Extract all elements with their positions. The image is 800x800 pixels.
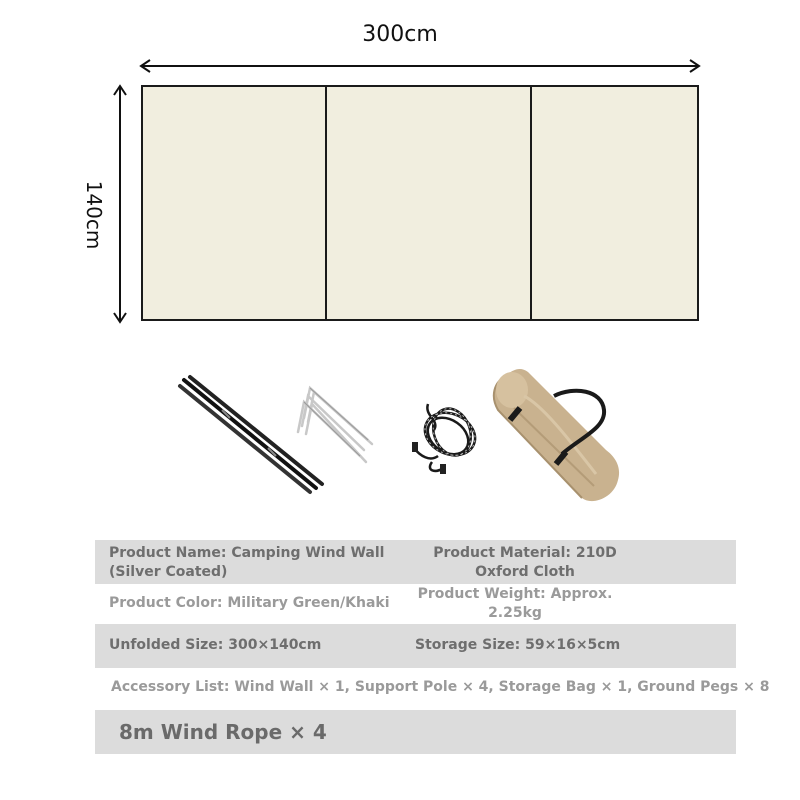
- product-weight: Product Weight: Approx. 2.25kg: [417, 586, 613, 621]
- spec-row-wind-rope: [95, 710, 736, 754]
- product-material: Product Material: 210D Oxford Cloth: [433, 545, 617, 580]
- spec-row-color-weight: [95, 584, 736, 624]
- spec-row-name-material: [95, 540, 736, 584]
- ground-pegs-icon: [294, 380, 378, 470]
- unfolded-size: Unfolded Size: 300×140cm: [109, 637, 322, 653]
- wind-rope-spec: 8m Wind Rope × 4: [119, 720, 327, 744]
- wind-rope-icon: [404, 396, 486, 478]
- product-name: Product Name: Camping Wind Wall (Silver Coated): [109, 545, 385, 580]
- wind-wall-diagram: [141, 85, 699, 321]
- spec-row-accessories: [95, 668, 795, 708]
- width-dimension-label: 300cm: [362, 22, 438, 47]
- product-color: Product Color: Military Green/Khaki: [109, 595, 390, 611]
- storage-bag-icon: [484, 366, 624, 506]
- storage-size: Storage Size: 59×16×5cm: [415, 637, 621, 653]
- height-dimension-label: 140cm: [82, 180, 106, 250]
- accessory-list: Accessory List: Wind Wall × 1, Support Pole × 4, Storage Bag × 1, Ground Pegs × 8: [111, 679, 770, 695]
- width-arrow-icon: [138, 58, 702, 74]
- wind-wall-panel-3: [530, 87, 697, 319]
- wind-wall-panel-2: [325, 87, 530, 319]
- wind-wall-panel-1: [143, 87, 325, 319]
- height-arrow-icon: [110, 84, 130, 324]
- spec-row-sizes: [95, 624, 736, 668]
